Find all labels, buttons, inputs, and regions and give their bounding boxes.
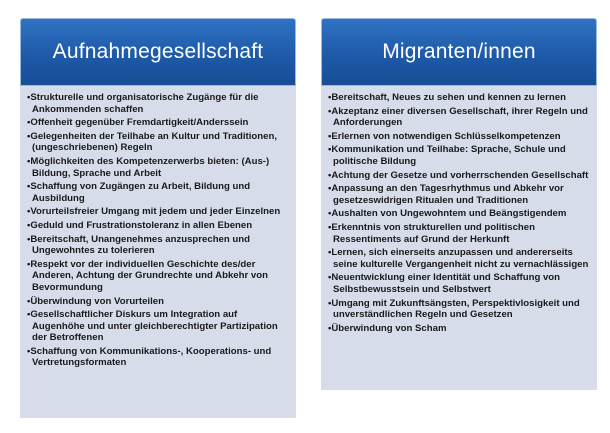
list-left bbox=[27, 92, 288, 369]
list-item: • Schaffung von Zugängen zu Arbeit, Bildung und Ausbildung bbox=[27, 181, 288, 204]
panel-title-left: Aufnahmegesellschaft bbox=[20, 18, 296, 86]
list-item: • Bereitschaft, Unangenehmes anzusprechen und Ungewohntes zu tolerieren bbox=[27, 234, 288, 257]
list-item: • Möglichkeiten des Kompetenzerwerbs bieten: (Aus-) Bildung, Sprache und Arbeit bbox=[27, 156, 288, 179]
list-item: • Geduld und Frustrationstoleranz in allen Ebenen bbox=[27, 220, 288, 232]
list-item: • Aushalten von Ungewohntem und Beängstigendem bbox=[328, 208, 589, 220]
list-item: • Kommunikation und Teilhabe: Sprache, Schule und politische Bildung bbox=[328, 144, 589, 167]
list-item: • Anpassung an den Tagesrhythmus und Abkehr vor gesetzeswidrigen Ritualen und Traditionen bbox=[328, 183, 589, 206]
list-item: • Bereitschaft, Neues zu sehen und kennen zu lernen bbox=[328, 92, 589, 104]
list-item: • Neuentwicklung einer Identität und Schaffung von Selbstbewusstsein und Selbstwert bbox=[328, 272, 589, 295]
list-item: • Vorurteilsfreier Umgang mit jedem und jeder Einzelnen bbox=[27, 206, 288, 218]
list-item: • Umgang mit Zukunftsängsten, Perspektivlosigkeit und unverständlichen Regeln und Gesetzen bbox=[328, 298, 589, 321]
list-item: • Strukturelle und organisatorische Zugänge für die Ankommenden schaffen bbox=[27, 92, 288, 115]
list-item: • Achtung der Gesetze und vorherrschenden Gesellschaft bbox=[328, 170, 589, 182]
list-item: • Gesellschaftlicher Diskurs um Integration auf Augenhöhe und unter gleichberechtigter Partizipation der Betroffenen bbox=[27, 309, 288, 344]
list-item: • Schaffung von Kommunikations-, Kooperations- und Vertretungsformaten bbox=[27, 346, 288, 369]
list-item: • Offenheit gegenüber Fremdartigkeit/Anderssein bbox=[27, 117, 288, 129]
panel-aufnahmegesellschaft bbox=[20, 18, 296, 418]
list-item: • Lernen, sich einerseits anzupassen und andererseits seine kulturelle Vergangenheit nicht zu vernachlässigen bbox=[328, 247, 589, 270]
list-item: • Respekt vor der individuellen Geschichte des/der Anderen, Achtung der Grundrechte und Abkehr von Bevormundung bbox=[27, 259, 288, 294]
panel-title-right: Migranten/innen bbox=[321, 18, 597, 86]
list-item: • Akzeptanz einer diversen Gesellschaft, ihrer Regeln und Anforderungen bbox=[328, 106, 589, 129]
panel-migranten bbox=[321, 18, 597, 418]
panel-body-left bbox=[20, 86, 296, 418]
list-item: • Überwindung von Vorurteilen bbox=[27, 296, 288, 308]
list-item: • Erlernen von notwendigen Schlüsselkompetenzen bbox=[328, 131, 589, 143]
list-right bbox=[328, 92, 589, 334]
list-item: • Gelegenheiten der Teilhabe an Kultur und Traditionen, (ungeschriebenen) Regeln bbox=[27, 131, 288, 154]
list-item: • Überwindung von Scham bbox=[328, 323, 589, 335]
list-item: • Erkenntnis von strukturellen und politischen Ressentiments auf Grund der Herkunft bbox=[328, 222, 589, 245]
panel-body-right bbox=[321, 86, 597, 390]
